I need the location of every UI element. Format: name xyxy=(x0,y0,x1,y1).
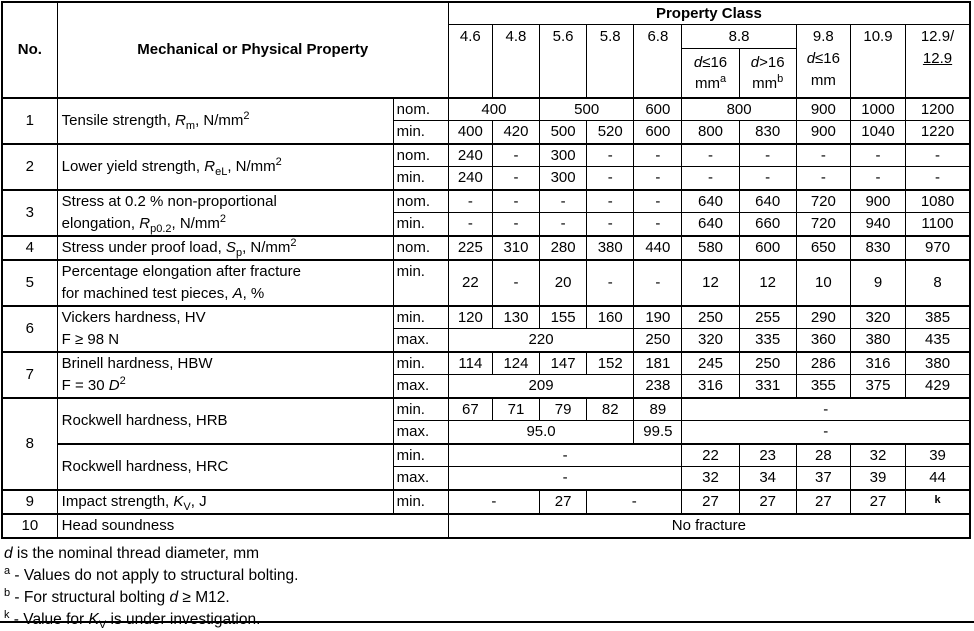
data-cell: 355 xyxy=(796,375,850,398)
row-number: 5 xyxy=(2,260,57,306)
class-col-88: 8.8 xyxy=(682,25,796,49)
data-cell: 900 xyxy=(796,98,850,121)
data-cell: 360 xyxy=(796,329,850,352)
data-cell: 500 xyxy=(540,98,634,121)
data-cell: 650 xyxy=(796,236,850,260)
data-cell: - xyxy=(634,213,682,236)
row-label: nom. xyxy=(393,236,448,260)
data-cell: - xyxy=(492,190,539,213)
data-cell: 420 xyxy=(492,121,539,144)
data-cell: - xyxy=(448,467,682,490)
data-cell: 37 xyxy=(796,467,850,490)
data-cell: 160 xyxy=(587,306,634,329)
data-cell: 900 xyxy=(796,121,850,144)
property-name: Rockwell hardness, HRC xyxy=(57,444,393,490)
data-cell: 310 xyxy=(492,236,539,260)
data-cell: 640 xyxy=(739,190,796,213)
data-cell: 71 xyxy=(492,398,539,421)
data-cell: 300 xyxy=(540,167,587,190)
data-cell: 240 xyxy=(448,167,492,190)
data-cell: No fracture xyxy=(448,514,970,538)
data-cell: 9 xyxy=(850,260,905,306)
property-name: Percentage elongation after fracture for machined test pieces, A, % xyxy=(57,260,393,306)
data-cell: 520 xyxy=(587,121,634,144)
property-name: Brinell hardness, HBW F = 30 $D^2$ xyxy=(57,352,393,398)
data-cell: 640 xyxy=(682,190,739,213)
data-cell: 240 xyxy=(448,144,492,167)
data-cell: 320 xyxy=(682,329,739,352)
data-cell: 1000 xyxy=(850,98,905,121)
data-cell: 600 xyxy=(634,121,682,144)
data-cell: 316 xyxy=(850,352,905,375)
data-cell: 600 xyxy=(739,236,796,260)
data-cell: - xyxy=(587,167,634,190)
data-cell: - xyxy=(682,398,970,421)
data-cell: 250 xyxy=(682,306,739,329)
subcol-88-d-le-16: d≤16 $mm^a$ xyxy=(682,49,739,98)
footnotes xyxy=(0,539,974,631)
document-page xyxy=(0,1,974,631)
data-cell: 82 xyxy=(587,398,634,421)
data-cell: 39 xyxy=(850,467,905,490)
data-cell: 124 xyxy=(492,352,539,375)
data-cell: 20 xyxy=(540,260,587,306)
data-cell: - xyxy=(634,190,682,213)
data-cell: - xyxy=(587,490,682,514)
footnote-b: $^b$ - For structural bolting d ≥ M12. xyxy=(4,586,230,606)
row-label: min. xyxy=(393,260,448,306)
data-cell: 400 xyxy=(448,121,492,144)
class-col-109: 10.9 xyxy=(850,25,905,98)
data-cell: 429 xyxy=(906,375,970,398)
col-header-property: Mechanical or Physical Property xyxy=(57,2,448,98)
data-cell: 23 xyxy=(739,444,796,467)
row-label: min. xyxy=(393,398,448,421)
data-cell: - xyxy=(850,144,905,167)
data-cell: 435 xyxy=(906,329,970,352)
row-label: min. xyxy=(393,444,448,467)
data-cell: 940 xyxy=(850,213,905,236)
data-cell: 1220 xyxy=(906,121,970,144)
data-cell: - xyxy=(587,260,634,306)
data-cell: - xyxy=(587,190,634,213)
data-cell: 28 xyxy=(796,444,850,467)
row-label: max. xyxy=(393,329,448,352)
data-cell: 640 xyxy=(682,213,739,236)
property-class-header: Property Class xyxy=(448,2,970,25)
data-cell: 250 xyxy=(739,352,796,375)
data-cell: 1200 xyxy=(906,98,970,121)
data-cell: 114 xyxy=(448,352,492,375)
data-cell: - xyxy=(448,444,682,467)
data-cell: 27 xyxy=(739,490,796,514)
row-number: 10 xyxy=(2,514,57,538)
data-cell: 380 xyxy=(587,236,634,260)
row-label: min. xyxy=(393,306,448,329)
data-cell: - xyxy=(540,190,587,213)
data-cell: - xyxy=(492,167,539,190)
data-cell: 660 xyxy=(739,213,796,236)
property-name: Stress under proof load, $S_p$, $N/mm^2$ xyxy=(57,236,393,260)
footnote-a: $^a$ - Values do not apply to structural bolting. xyxy=(4,564,299,584)
data-cell: 800 xyxy=(682,121,739,144)
data-cell: 238 xyxy=(634,375,682,398)
data-cell: - xyxy=(448,213,492,236)
data-cell: - xyxy=(796,167,850,190)
footnote-k: $^k$ - Value for $K_V$ is under investigation. xyxy=(4,608,261,631)
data-cell: - xyxy=(587,213,634,236)
data-cell: 316 xyxy=(682,375,739,398)
row-number: 8 xyxy=(2,398,57,490)
data-cell: 12 xyxy=(682,260,739,306)
data-cell: - xyxy=(634,144,682,167)
data-cell: 89 xyxy=(634,398,682,421)
data-cell: - xyxy=(796,144,850,167)
data-cell: 99.5 xyxy=(634,421,682,444)
data-cell: 331 xyxy=(739,375,796,398)
data-cell: 79 xyxy=(540,398,587,421)
footnote-d: d is the nominal thread diameter, mm xyxy=(4,544,260,562)
data-cell: 580 xyxy=(682,236,739,260)
data-cell: 290 xyxy=(796,306,850,329)
class-col-68: 6.8 xyxy=(634,25,682,98)
data-cell: 720 xyxy=(796,190,850,213)
data-cell: 147 xyxy=(540,352,587,375)
data-cell: 39 xyxy=(906,444,970,467)
property-name: Rockwell hardness, HRB xyxy=(57,398,393,444)
data-cell: - xyxy=(634,167,682,190)
row-number: 9 xyxy=(2,490,57,514)
class-col-46: 4.6 xyxy=(448,25,492,98)
data-cell: 130 xyxy=(492,306,539,329)
class-col-58: 5.8 xyxy=(587,25,634,98)
data-cell: - xyxy=(906,144,970,167)
data-cell: 375 xyxy=(850,375,905,398)
data-cell: 32 xyxy=(682,467,739,490)
data-cell: 32 xyxy=(850,444,905,467)
data-cell: 27 xyxy=(540,490,587,514)
row-label: min. xyxy=(393,167,448,190)
data-cell: - xyxy=(682,144,739,167)
data-cell: 255 xyxy=(739,306,796,329)
data-cell: 500 xyxy=(540,121,587,144)
data-cell: - xyxy=(682,167,739,190)
property-name: Stress at 0.2 % non-proportional elongation, $R_{p0.2}$, $N/mm^2$ xyxy=(57,190,393,236)
row-label: nom. xyxy=(393,190,448,213)
data-cell: 27 xyxy=(850,490,905,514)
data-cell: 440 xyxy=(634,236,682,260)
property-name: Head soundness xyxy=(57,514,448,538)
data-cell: 155 xyxy=(540,306,587,329)
class-col-98: 9.8 d≤16 mm xyxy=(796,25,850,98)
data-cell: 10 xyxy=(796,260,850,306)
data-cell: 220 xyxy=(448,329,634,352)
data-cell: 209 xyxy=(448,375,634,398)
data-cell: 600 xyxy=(634,98,682,121)
data-cell: 286 xyxy=(796,352,850,375)
subcol-88-d-gt-16: d>16 $mm^b$ xyxy=(739,49,796,98)
data-cell: 720 xyxy=(796,213,850,236)
data-cell: 300 xyxy=(540,144,587,167)
data-cell: 44 xyxy=(906,467,970,490)
data-cell: 34 xyxy=(739,467,796,490)
row-label: max. xyxy=(393,375,448,398)
data-cell: - xyxy=(587,144,634,167)
data-cell: 380 xyxy=(850,329,905,352)
data-cell: 120 xyxy=(448,306,492,329)
data-cell: - xyxy=(739,144,796,167)
row-number: 2 xyxy=(2,144,57,190)
data-cell: - xyxy=(448,490,539,514)
data-cell: 320 xyxy=(850,306,905,329)
data-cell: 380 xyxy=(906,352,970,375)
property-name: Lower yield strength, $R_{eL}$, $N/mm^2$ xyxy=(57,144,393,190)
data-cell: 1100 xyxy=(906,213,970,236)
data-cell: - xyxy=(634,260,682,306)
data-cell: - xyxy=(906,167,970,190)
row-label: min. xyxy=(393,352,448,375)
data-cell: 190 xyxy=(634,306,682,329)
row-label: min. xyxy=(393,213,448,236)
row-number: 4 xyxy=(2,236,57,260)
row-number: 7 xyxy=(2,352,57,398)
data-cell: 800 xyxy=(682,98,796,121)
data-cell: - xyxy=(492,213,539,236)
data-cell: 400 xyxy=(448,98,539,121)
data-cell: 22 xyxy=(682,444,739,467)
data-cell: - xyxy=(739,167,796,190)
data-cell: 385 xyxy=(906,306,970,329)
data-cell-footnote-k: k xyxy=(906,490,970,514)
data-cell: - xyxy=(448,190,492,213)
data-cell: 280 xyxy=(540,236,587,260)
row-label: max. xyxy=(393,467,448,490)
data-cell: - xyxy=(540,213,587,236)
data-cell: 830 xyxy=(739,121,796,144)
data-cell: 27 xyxy=(796,490,850,514)
mechanical-properties-table xyxy=(1,1,971,539)
row-label: nom. xyxy=(393,98,448,121)
data-cell: 225 xyxy=(448,236,492,260)
data-cell: 335 xyxy=(739,329,796,352)
row-label: nom. xyxy=(393,144,448,167)
data-cell: 12 xyxy=(739,260,796,306)
data-cell: 830 xyxy=(850,236,905,260)
class-col-48: 4.8 xyxy=(492,25,539,98)
row-number: 3 xyxy=(2,190,57,236)
data-cell: 152 xyxy=(587,352,634,375)
data-cell: 95.0 xyxy=(448,421,634,444)
data-cell: - xyxy=(850,167,905,190)
data-cell: - xyxy=(492,260,539,306)
data-cell: 1040 xyxy=(850,121,905,144)
property-name: Impact strength, $K_V$, J xyxy=(57,490,393,514)
data-cell: 67 xyxy=(448,398,492,421)
data-cell: 22 xyxy=(448,260,492,306)
col-header-no: No. xyxy=(2,2,57,98)
data-cell: - xyxy=(682,421,970,444)
data-cell: 250 xyxy=(634,329,682,352)
row-label: min. xyxy=(393,490,448,514)
row-label: min. xyxy=(393,121,448,144)
data-cell: 245 xyxy=(682,352,739,375)
data-cell: 970 xyxy=(906,236,970,260)
data-cell: 900 xyxy=(850,190,905,213)
class-col-56: 5.6 xyxy=(540,25,587,98)
property-name: Tensile strength, $R_m$, $N/mm^2$ xyxy=(57,98,393,144)
data-cell: 27 xyxy=(682,490,739,514)
data-cell: 181 xyxy=(634,352,682,375)
class-col-129: 12.9/ 12.9 xyxy=(906,25,970,98)
row-number: 1 xyxy=(2,98,57,144)
data-cell: 8 xyxy=(906,260,970,306)
data-cell: - xyxy=(492,144,539,167)
row-number: 6 xyxy=(2,306,57,352)
row-label: max. xyxy=(393,421,448,444)
property-name: Vickers hardness, HV F ≥ 98 N xyxy=(57,306,393,352)
data-cell: 1080 xyxy=(906,190,970,213)
